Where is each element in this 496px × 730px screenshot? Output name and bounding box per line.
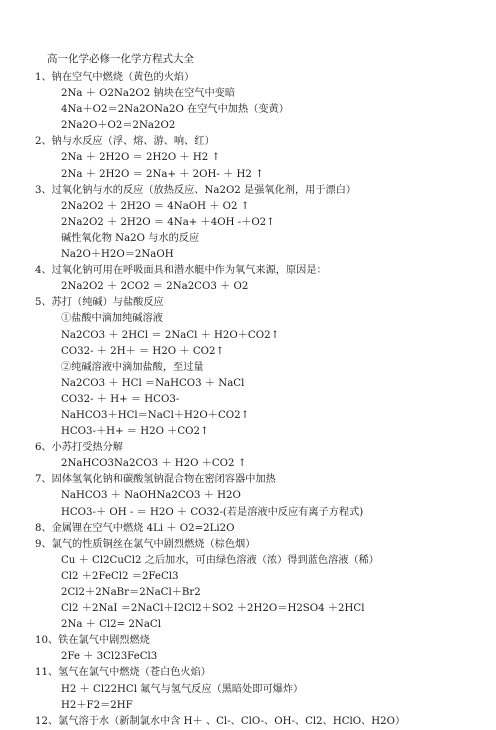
equation-line [0, 698, 496, 714]
section-heading [0, 70, 496, 86]
equation-line [0, 118, 496, 134]
line-text: Na2CO3 ＋ HCl ＝NaHCO3 ＋ NaCl [61, 377, 245, 389]
equation-line [0, 247, 496, 263]
line-text: 4Na＋O2＝2Na2ONa2O 在空气中加热（变黄） [61, 104, 289, 116]
section-heading [0, 633, 496, 649]
equation-line [0, 569, 496, 585]
equation-line [0, 392, 496, 408]
line-text: HCO3-＋H+ ＝ H2O ＋CO2↑ [61, 426, 209, 438]
line-text: 碱性氧化物 Na2O 与水的反应 [61, 232, 200, 244]
equation-line [0, 601, 496, 617]
line-text: H2＋F2＝2HF [61, 699, 133, 711]
line-text: 2Na ＋ Cl2= 2NaCl [61, 619, 161, 631]
equation-line [0, 424, 496, 440]
equation-line [0, 86, 496, 102]
line-text: 2Na ＋ O2Na2O2 钠块在空气中变暗 [61, 88, 236, 100]
line-text: 6、小苏打受热分解 [35, 442, 123, 454]
equation-line [0, 682, 496, 698]
document-title: 高一化学必修一化学方程式大全 [47, 53, 194, 65]
section-heading [0, 263, 496, 279]
line-text: H2 ＋ Cl22HCl 氟气与氢气反应（黑暗处即可爆炸） [61, 683, 304, 695]
line-text: 2Fe ＋ 3Cl23FeCl3 [61, 651, 158, 663]
line-text: Cl2 ＋2FeCl2 ＝2FeCl3 [61, 570, 179, 582]
line-text: 4、过氧化钠可用在呼吸面具和潜水艇中作为氧气来源，原因是： [35, 265, 327, 277]
line-text: NaHCO3＋HCl＝NaCl＋H2O＋CO2↑ [61, 409, 250, 421]
line-text: CO32- ＋ 2H＋ ＝ H2O ＋ CO2↑ [61, 345, 224, 357]
line-text: 2Cl2＋2NaBr＝2NaCl＋Br2 [61, 587, 201, 598]
line-text: 9、氯气的性质铜丝在氯气中剧烈燃烧（棕色烟） [35, 538, 256, 550]
equation-line [0, 617, 496, 633]
equation-list [0, 70, 496, 730]
line-text: 2Na2O＋O2＝2Na2O2 [61, 120, 176, 132]
equation-line [0, 199, 496, 215]
line-text: NaHCO3 ＋ NaOHNa2CO3 ＋ H2O [61, 490, 241, 502]
section-heading [0, 472, 496, 488]
equation-line [0, 456, 496, 472]
equation-line [0, 167, 496, 183]
equation-line [0, 408, 496, 424]
section-heading [0, 134, 496, 150]
line-text: ②纯碱溶液中滴加盐酸，至过量 [61, 361, 204, 373]
line-text: 2Na ＋ 2H2O ＝ 2Na+ ＋ 2OH- ＋ H2 ↑ [61, 168, 264, 180]
line-text: HCO3-＋ OH - ＝ H2O ＋ CO32-(若是溶液中反应有离子方程式) [61, 506, 364, 518]
equation-line [0, 311, 496, 327]
section-heading [0, 521, 496, 537]
equation-line [0, 505, 496, 521]
equation-line [0, 649, 496, 665]
line-text: 2Na2O2 ＋ 2CO2 ＝ 2Na2CO3 ＋ O2 [61, 281, 249, 293]
line-text: Na2O＋H2O＝2NaOH [61, 249, 174, 261]
section-heading [0, 537, 496, 553]
line-text: Cl2 ＋2NaI ＝2NaCl＋I2Cl2＋SO2 ＋2H2O＝H2SO4 ＋2HCl [61, 603, 365, 615]
equation-line [0, 102, 496, 118]
line-text: 2NaHCO3Na2CO3 ＋ H2O ＋CO2 ↑ [61, 458, 247, 470]
equation-line [0, 328, 496, 344]
line-text: 1、钠在空气中燃烧（黄色的火焰） [35, 72, 195, 83]
line-text: ①盐酸中滴加纯碱溶液 [61, 313, 163, 325]
equation-line [0, 488, 496, 504]
line-text: 8、金属锂在空气中燃烧 4Li ＋ O2=2Li2O [35, 522, 235, 534]
equation-line [0, 150, 496, 166]
line-text: 2Na ＋ 2H2O ＝ 2H2O ＋ H2 ↑ [61, 152, 221, 164]
equation-line [0, 360, 496, 376]
equation-line [0, 279, 496, 295]
section-heading [0, 295, 496, 311]
line-text: 2、钠与水反应（浮、熔、游、响、红） [35, 136, 215, 148]
section-heading [0, 665, 496, 681]
line-text: 10、铁在氯气中剧烈燃烧 [35, 635, 150, 647]
equation-line [0, 553, 496, 569]
section-heading [0, 440, 496, 456]
line-text: CO32- ＋ H+ ＝ HCO3- [61, 393, 180, 405]
equation-line [0, 231, 496, 247]
line-text: Na2CO3 ＋ 2HCl ＝ 2NaCl ＋ H2O＋CO2↑ [61, 329, 280, 341]
equation-line [0, 215, 496, 231]
line-text: 7、固体氢氧化钠和碳酸氢钠混合物在密闭容器中加热 [35, 474, 276, 486]
line-text: 11、氢气在氯气中燃烧（苍白色火焰） [35, 667, 211, 679]
line-text: Cu ＋ Cl2CuCl2 之后加水，可由绿色溶液（浓）得到蓝色溶液（稀） [61, 554, 379, 566]
line-text: 2Na2O2 ＋ 2H2O ＝ 4Na+ ＋4OH -＋O2↑ [61, 216, 275, 228]
equation-line [0, 585, 496, 601]
line-text: 3、过氧化钠与水的反应（放热反应、Na2O2 是强氧化剂，用于漂白） [35, 184, 357, 196]
section-heading [0, 714, 496, 730]
line-text: 12、氯气溶于水（新制氯水中含 H＋ 、Cl-、ClO-、OH-、Cl2、HClO、H2O） [35, 715, 406, 727]
equation-line [0, 376, 496, 392]
line-text: 5、苏打（纯碱）与盐酸反应 [35, 297, 164, 309]
equation-line [0, 344, 496, 360]
section-heading [0, 183, 496, 199]
line-text: 2Na2O2 ＋ 2H2O ＝ 4NaOH ＋ O2 ↑ [61, 200, 250, 212]
